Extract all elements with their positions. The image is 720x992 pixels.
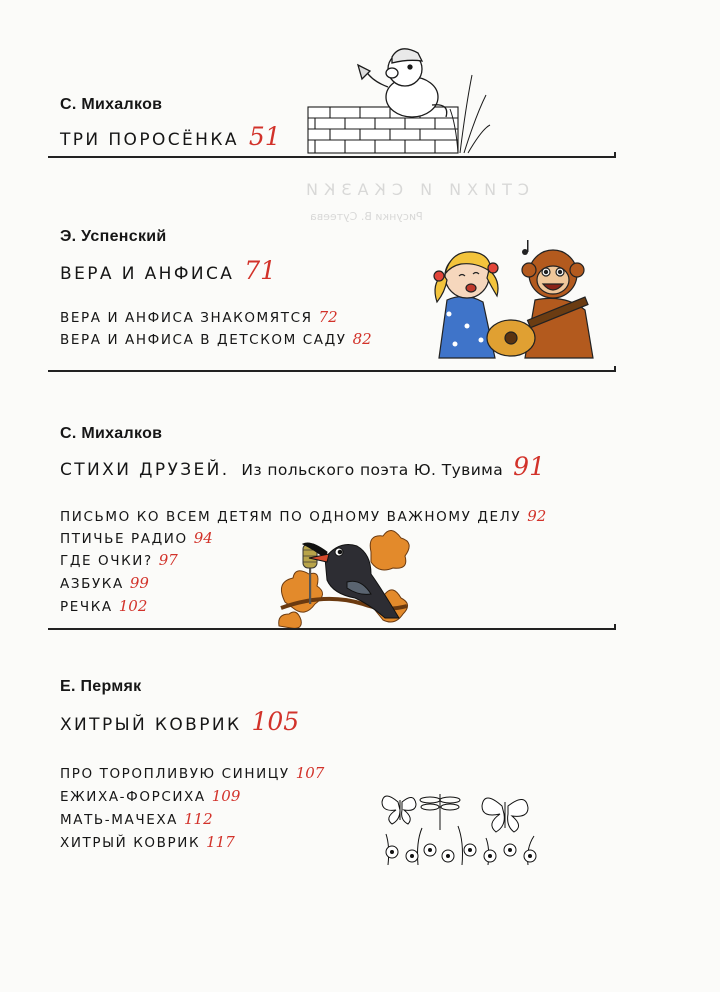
toc-subentry[interactable]	[60, 308, 338, 326]
entry-title: СТИХИ ДРУЗЕЙ.	[60, 460, 230, 480]
toc-entry-vera-i-anfisa[interactable]	[60, 256, 276, 285]
page-number: 112	[184, 810, 213, 828]
author-permyak: Е. Пермяк	[60, 678, 142, 695]
page-number: 94	[193, 529, 213, 547]
toc-subentry[interactable]	[60, 810, 213, 828]
entry-title: АЗБУКА	[60, 576, 124, 592]
entry-title: ПИСЬМО КО ВСЕМ ДЕТЯМ ПО ОДНОМУ ВАЖНОМУ ДЕЛУ	[60, 509, 522, 525]
entry-title-note: Из польского поэта Ю. Тувима	[241, 461, 504, 479]
entry-title: ЕЖИХА-ФОРСИХА	[60, 789, 206, 805]
section-divider	[48, 628, 614, 630]
entry-title: РЕЧКА	[60, 599, 113, 615]
page-number: 97	[158, 551, 178, 569]
page-number: 109	[211, 787, 241, 805]
entry-title: ВЕРА И АНФИСА В ДЕТСКОМ САДУ	[60, 332, 347, 348]
entry-title: ПТИЧЬЕ РАДИО	[60, 531, 188, 547]
author-uspensky: Э. Успенский	[60, 228, 167, 245]
entry-title: МАТЬ-МАЧЕХА	[60, 812, 179, 828]
toc-subentry[interactable]	[60, 529, 213, 547]
page-number: 51	[248, 122, 281, 151]
girl-and-monkey-illustration	[425, 240, 605, 365]
pig-illustration	[300, 45, 490, 155]
page-number: 71	[244, 256, 277, 285]
meadow-illustration	[378, 790, 543, 865]
bleed-through-title: СТИХИ И СКАЗКИ	[300, 180, 530, 199]
author-mikhalkov-2: С. Михалков	[60, 425, 163, 442]
toc-subentry[interactable]	[60, 574, 149, 592]
entry-title: ТРИ ПОРОСЁНКА	[60, 130, 239, 150]
toc-subentry[interactable]	[60, 597, 147, 615]
page-number: 102	[118, 597, 148, 615]
author-mikhalkov-1: С. Михалков	[60, 96, 163, 113]
entry-title: ВЕРА И АНФИСА ЗНАКОМЯТСЯ	[60, 310, 313, 326]
entry-title: ХИТРЫЙ КОВРИК	[60, 835, 201, 851]
entry-title: ГДЕ ОЧКИ?	[60, 553, 153, 569]
section-divider	[48, 370, 614, 372]
entry-title: ПРО ТОРОПЛИВУЮ СИНИЦУ	[60, 766, 290, 782]
page-number: 72	[318, 308, 338, 326]
page-number: 92	[527, 507, 547, 525]
entry-title: ХИТРЫЙ КОВРИК	[60, 715, 242, 735]
toc-subentry[interactable]	[60, 833, 235, 851]
toc-entry-khitryi-kovrik[interactable]	[60, 707, 299, 736]
toc-subentry[interactable]	[60, 764, 324, 782]
section-divider	[48, 156, 614, 158]
page-number: 117	[206, 833, 235, 851]
bleed-through-subtitle: Рисунки В. Сутеева	[310, 210, 423, 223]
toc-entry-tri-porosenka[interactable]	[60, 122, 281, 151]
page-number: 91	[513, 452, 545, 481]
page-number: 99	[129, 574, 149, 592]
page-number: 82	[352, 330, 372, 348]
toc-entry-stikhi-druzei[interactable]	[60, 452, 545, 481]
toc-subentry[interactable]	[60, 551, 178, 569]
crow-illustration	[275, 522, 415, 630]
entry-title: ВЕРА И АНФИСА	[60, 264, 235, 284]
page-number: 105	[251, 707, 300, 736]
toc-subentry[interactable]	[60, 787, 240, 805]
page-number: 107	[295, 764, 325, 782]
toc-subentry[interactable]	[60, 330, 372, 348]
